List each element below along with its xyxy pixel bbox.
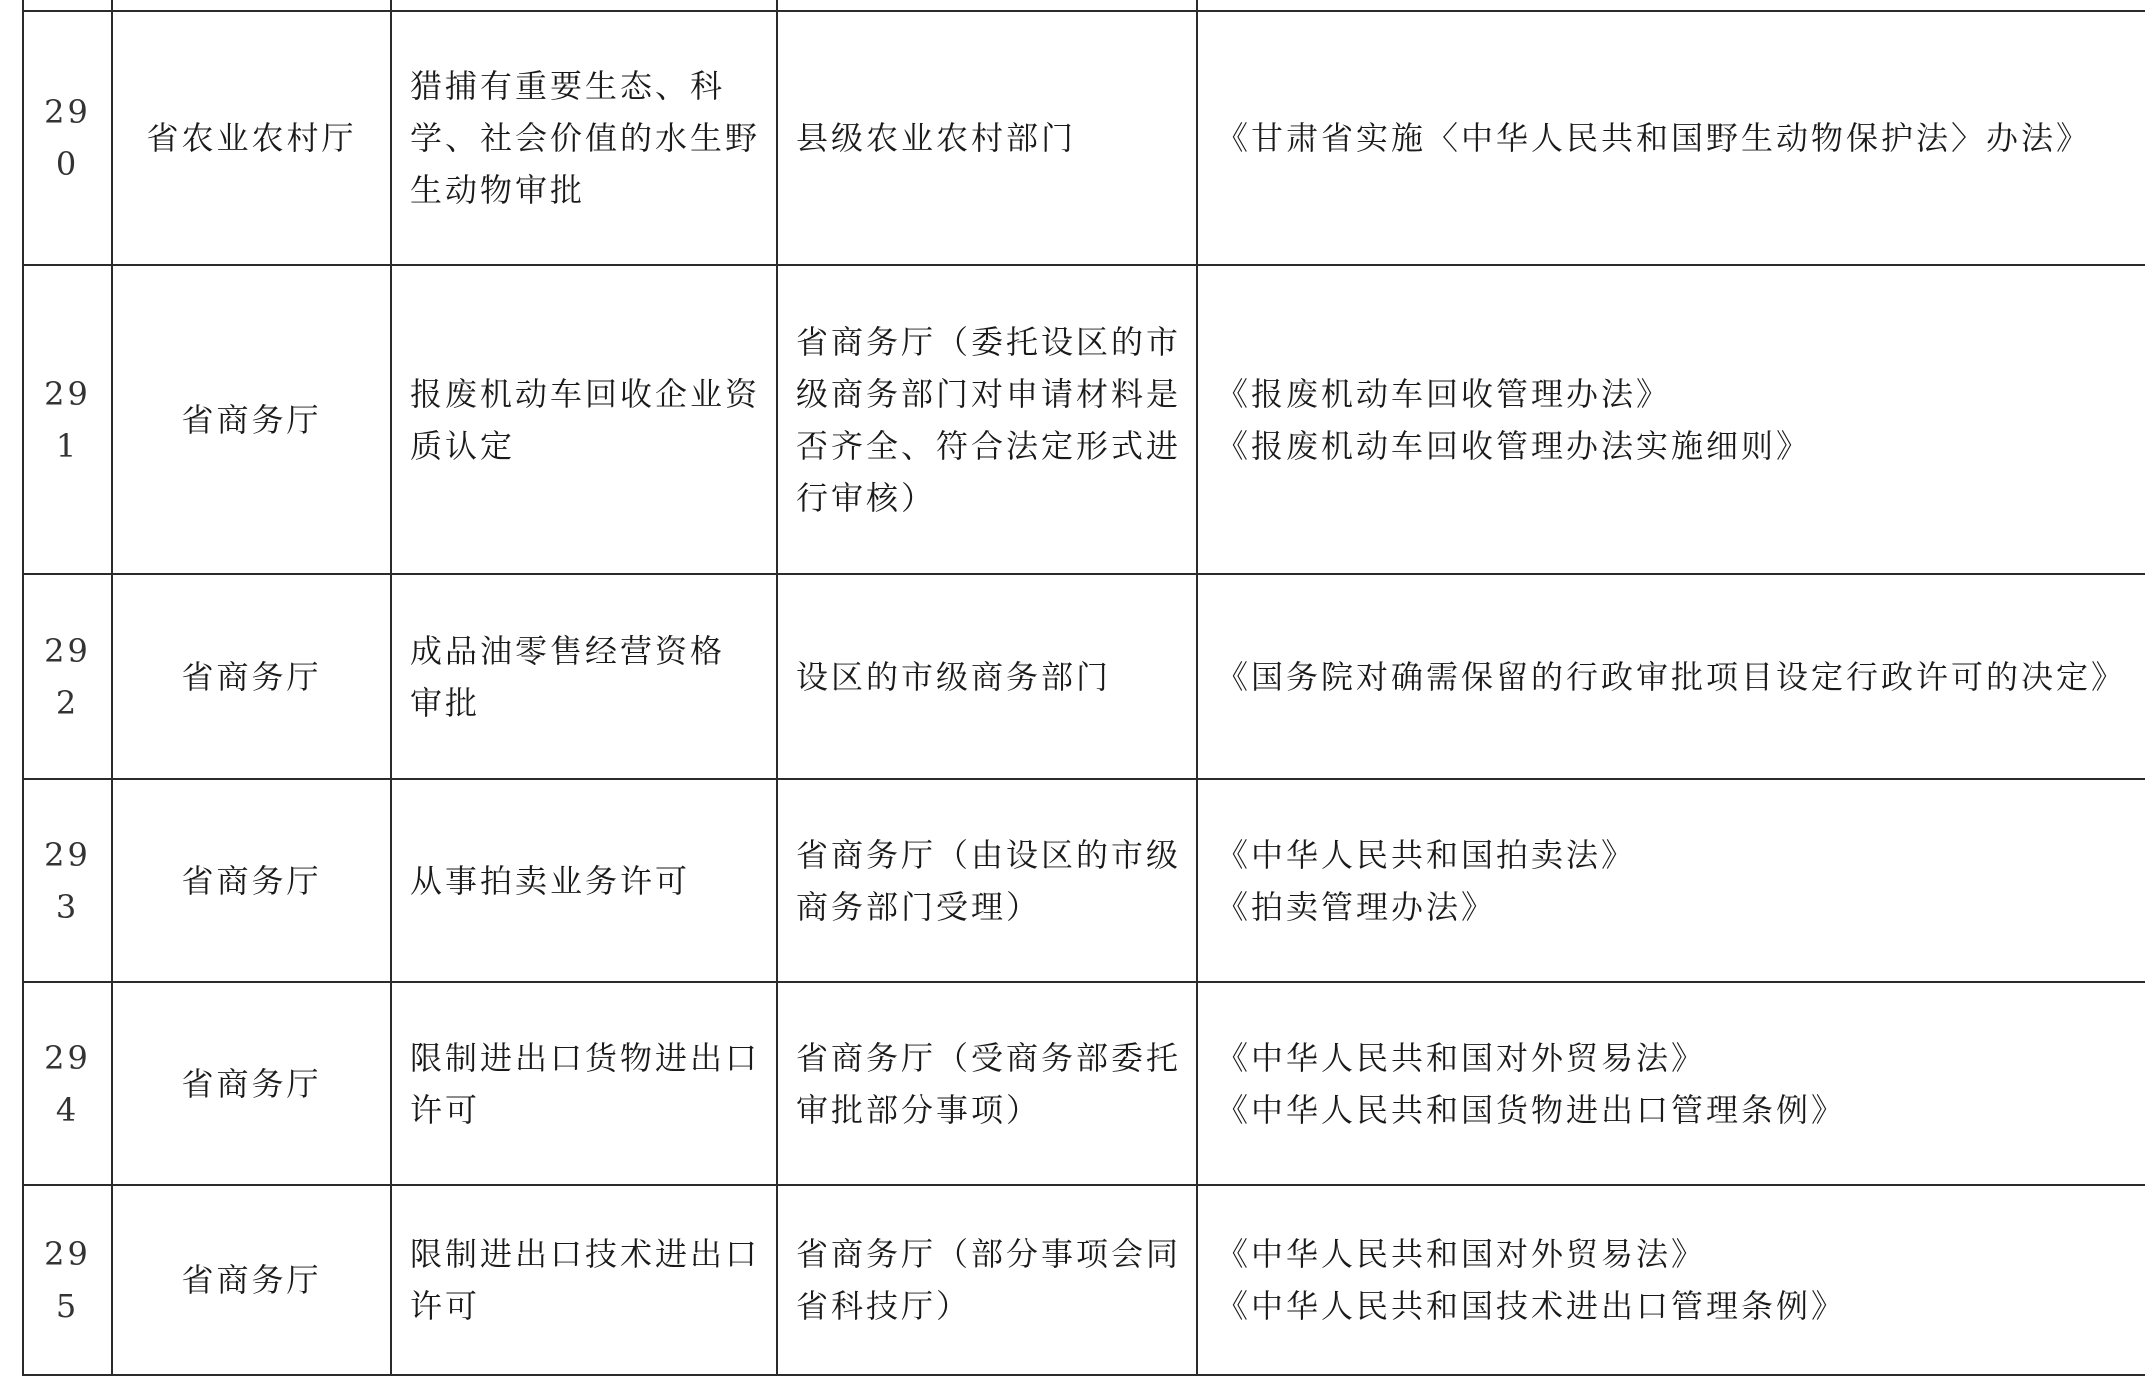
legal-basis-line: 《中华人民共和国拍卖法》 <box>1216 835 1637 874</box>
permit-item-line: 猎捕有重要生态、科 <box>410 67 726 105</box>
implementing-body-line: 行审核） <box>796 478 937 517</box>
legal-basis-cell <box>1197 11 2145 265</box>
permit-table-container <box>22 0 2145 1376</box>
table-row <box>23 11 2145 265</box>
legal-basis-line: 《中华人民共和国技术进出口管理条例》 <box>1216 1287 1847 1325</box>
department-text: 省商务厅 <box>181 1261 322 1299</box>
department-text: 省农业农村厅 <box>146 119 357 157</box>
empty-cell <box>1197 0 2145 11</box>
row-number-text: 294 <box>44 1038 91 1129</box>
legal-basis-cell <box>1197 982 2145 1185</box>
row-number-cell <box>23 1185 112 1375</box>
legal-basis-line: 《甘肃省实施〈中华人民共和国野生动物保护法〉办法》 <box>1216 119 2092 157</box>
empty-cell <box>777 0 1197 11</box>
permit-item-cell <box>391 574 777 779</box>
department-cell <box>112 265 391 574</box>
row-number-text: 291 <box>44 374 91 465</box>
permit-item-cell <box>391 982 777 1185</box>
legal-basis-line: 《拍卖管理办法》 <box>1216 887 1497 926</box>
implementing-body-cell <box>777 574 1197 779</box>
implementing-body-line: 审批部分事项） <box>796 1090 1042 1129</box>
row-number-cell <box>23 982 112 1185</box>
table-row <box>23 1185 2145 1375</box>
legal-basis-cell <box>1197 1185 2145 1375</box>
legal-basis-cell <box>1197 574 2145 779</box>
row-number-text: 292 <box>44 631 91 722</box>
permit-item-cell <box>391 11 777 265</box>
empty-cell <box>112 0 391 11</box>
permit-item-line: 质认定 <box>410 426 516 465</box>
legal-basis-line: 《国务院对确需保留的行政审批项目设定行政许可的决定》 <box>1216 657 2127 696</box>
implementing-body-line: 设区的市级商务部门 <box>796 657 1112 696</box>
row-number-cell <box>23 779 112 982</box>
implementing-body-line: 级商务部门对申请材料是 <box>796 374 1182 413</box>
implementing-body-cell <box>777 779 1197 982</box>
permit-item-line: 从事拍卖业务许可 <box>410 861 691 900</box>
legal-basis-line: 《中华人民共和国货物进出口管理条例》 <box>1216 1090 1847 1129</box>
permit-item-line: 审批 <box>410 683 481 722</box>
legal-basis-line: 《报废机动车回收管理办法实施细则》 <box>1216 426 1812 465</box>
row-number-text: 295 <box>44 1235 91 1325</box>
implementing-body-cell <box>777 1185 1197 1375</box>
table-row <box>23 779 2145 982</box>
implementing-body-line: 省商务厅（委托设区的市 <box>796 322 1182 361</box>
implementing-body-line: 省商务厅（由设区的市级 <box>796 835 1182 874</box>
table-row <box>23 574 2145 779</box>
row-number-cell <box>23 11 112 265</box>
table-row <box>23 982 2145 1185</box>
implementing-body-line: 否齐全、符合法定形式进 <box>796 426 1182 465</box>
legal-basis-cell <box>1197 779 2145 982</box>
table-body <box>23 0 2145 1375</box>
department-cell <box>112 1185 391 1375</box>
row-number-cell <box>23 265 112 574</box>
department-cell <box>112 779 391 982</box>
permit-item-line: 成品油零售经营资格 <box>410 631 726 670</box>
empty-cell <box>391 0 777 11</box>
legal-basis-line: 《中华人民共和国对外贸易法》 <box>1216 1235 1707 1273</box>
implementing-body-line: 省商务厅（部分事项会同 <box>796 1235 1182 1273</box>
implementing-body-cell <box>777 982 1197 1185</box>
department-text: 省商务厅 <box>181 861 322 900</box>
permit-item-cell <box>391 265 777 574</box>
department-text: 省商务厅 <box>181 657 322 696</box>
permit-item-line: 报废机动车回收企业资 <box>410 374 761 413</box>
department-cell <box>112 574 391 779</box>
empty-cell <box>23 0 112 11</box>
legal-basis-line: 《中华人民共和国对外贸易法》 <box>1216 1038 1707 1077</box>
row-number-text: 290 <box>44 93 91 183</box>
row-number-cell <box>23 574 112 779</box>
permit-item-line: 限制进出口技术进出口 <box>410 1235 761 1273</box>
department-cell <box>112 982 391 1185</box>
department-cell <box>112 11 391 265</box>
permit-item-cell <box>391 779 777 982</box>
implementing-body-line: 省商务厅（受商务部委托 <box>796 1038 1182 1077</box>
department-text: 省商务厅 <box>181 400 322 439</box>
legal-basis-line: 《报废机动车回收管理办法》 <box>1216 374 1672 413</box>
permit-item-line: 限制进出口货物进出口 <box>410 1038 761 1077</box>
permit-item-line: 生动物审批 <box>410 171 586 209</box>
permit-item-line: 许可 <box>410 1090 481 1129</box>
administrative-permit-table <box>22 0 2145 1376</box>
implementing-body-cell <box>777 11 1197 265</box>
permit-item-line: 学、社会价值的水生野 <box>410 119 761 157</box>
table-row <box>23 265 2145 574</box>
row-number-text: 293 <box>44 835 91 926</box>
permit-item-line: 许可 <box>410 1287 481 1325</box>
implementing-body-line: 商务部门受理） <box>796 887 1042 926</box>
department-text: 省商务厅 <box>181 1064 322 1103</box>
permit-item-cell <box>391 1185 777 1375</box>
implementing-body-cell <box>777 265 1197 574</box>
legal-basis-cell <box>1197 265 2145 574</box>
table-row-partial <box>23 0 2145 11</box>
implementing-body-line: 县级农业农村部门 <box>796 119 1077 157</box>
implementing-body-line: 省科技厅） <box>796 1287 972 1325</box>
